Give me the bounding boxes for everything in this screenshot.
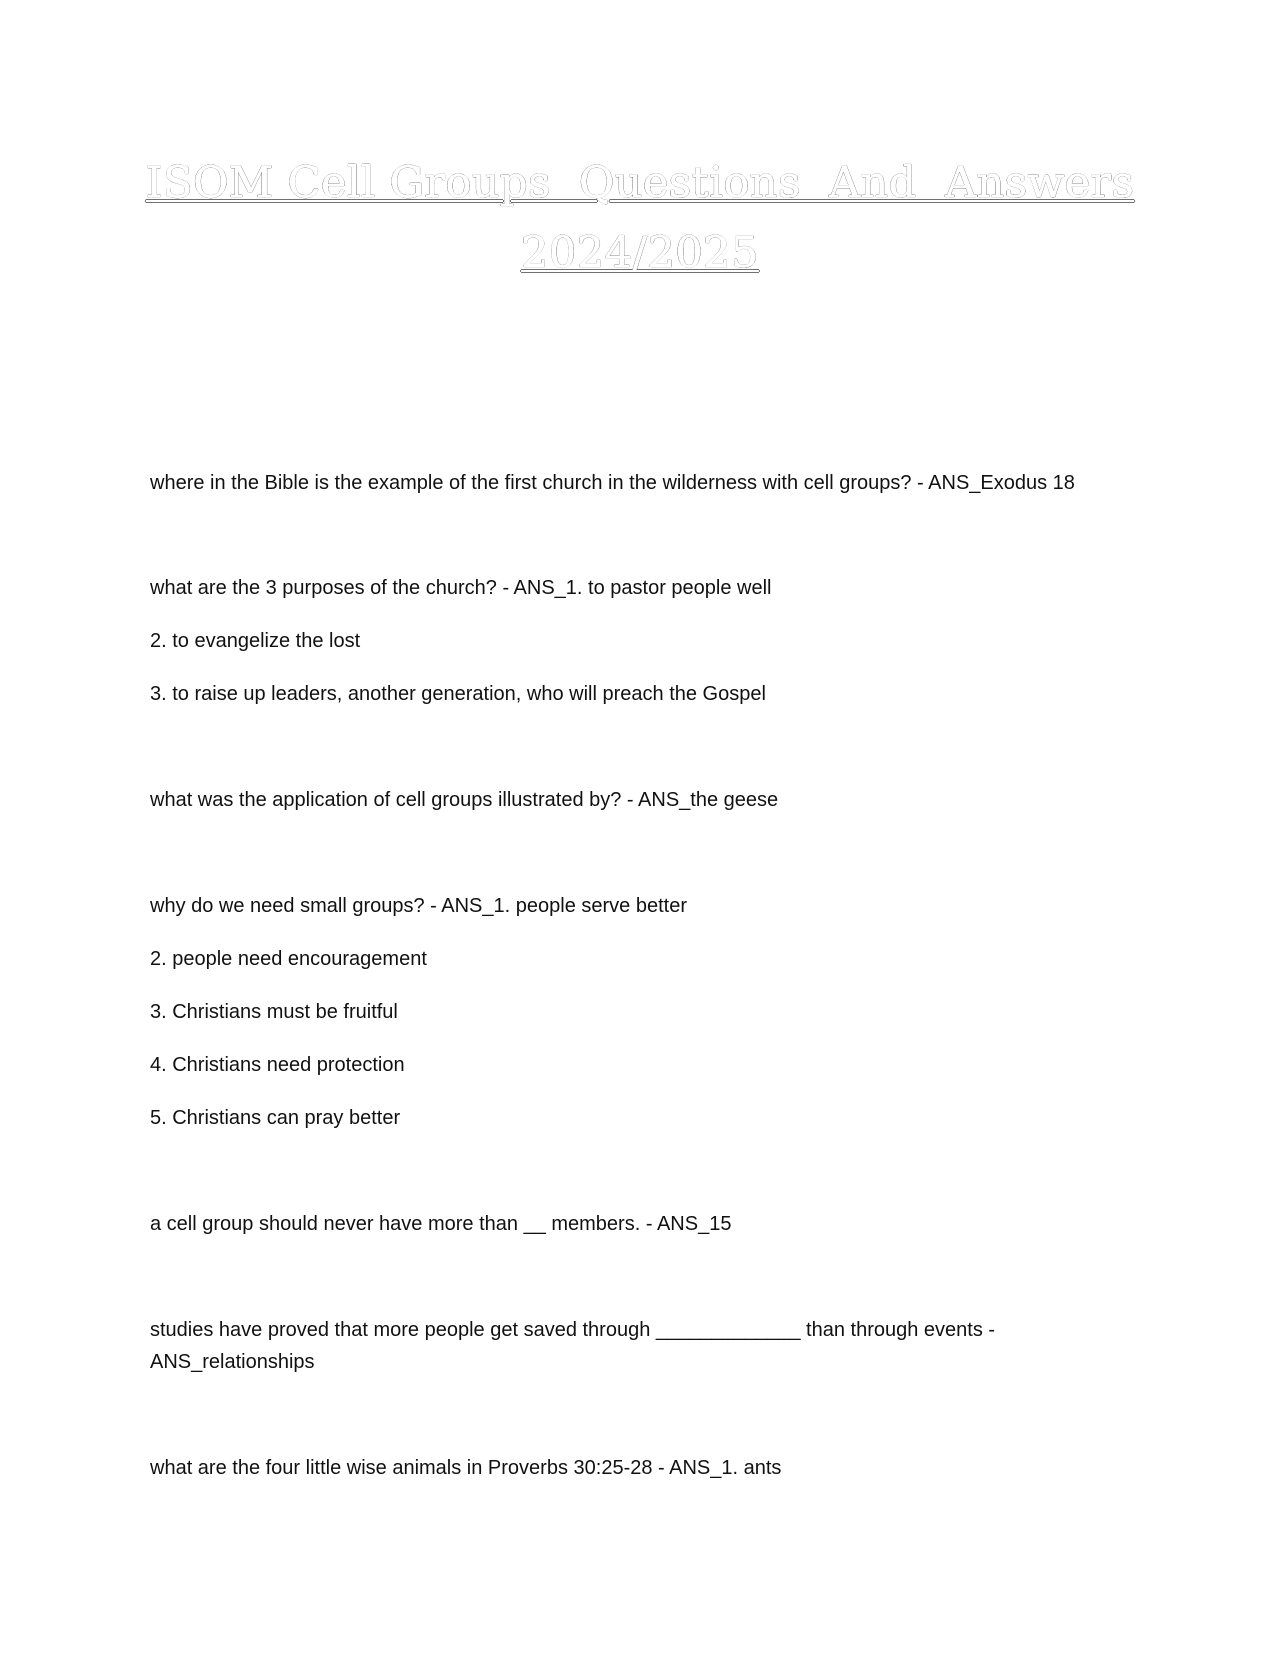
qa-line: 2. to evangelize the lost	[150, 630, 361, 652]
qa-line: a cell group should never have more than __ members. - ANS_15	[150, 1213, 732, 1235]
qa-line: 4. Christians need protection	[150, 1054, 405, 1076]
title-line-1: ISOM Cell Groups Questions And Answers	[145, 158, 1135, 208]
qa-line: what was the application of cell groups illustrated by? - ANS_the geese	[150, 789, 779, 811]
qa-line: 3. Christians must be fruitful	[150, 1001, 398, 1023]
qa-line: where in the Bible is the example of the first church in the wilderness with cell groups? - ANS_Exodus 18	[150, 472, 1075, 494]
title-line-2: 2024/2025	[521, 228, 759, 278]
qa-line: 3. to raise up leaders, another generation, who will preach the Gospel	[150, 683, 766, 705]
qa-line: 2. people need encouragement	[150, 948, 427, 970]
qa-line: studies have proved that more people get saved through _____________ than through events -	[150, 1319, 996, 1341]
document-title	[0, 148, 1280, 288]
qa-line: ANS_relationships	[150, 1351, 315, 1373]
qa-line: why do we need small groups? - ANS_1. people serve better	[150, 895, 687, 917]
qa-line: what are the four little wise animals in Proverbs 30:25-28 - ANS_1. ants	[150, 1457, 782, 1479]
qa-line: what are the 3 purposes of the church? - ANS_1. to pastor people well	[150, 577, 772, 599]
qa-line: 5. Christians can pray better	[150, 1107, 401, 1129]
